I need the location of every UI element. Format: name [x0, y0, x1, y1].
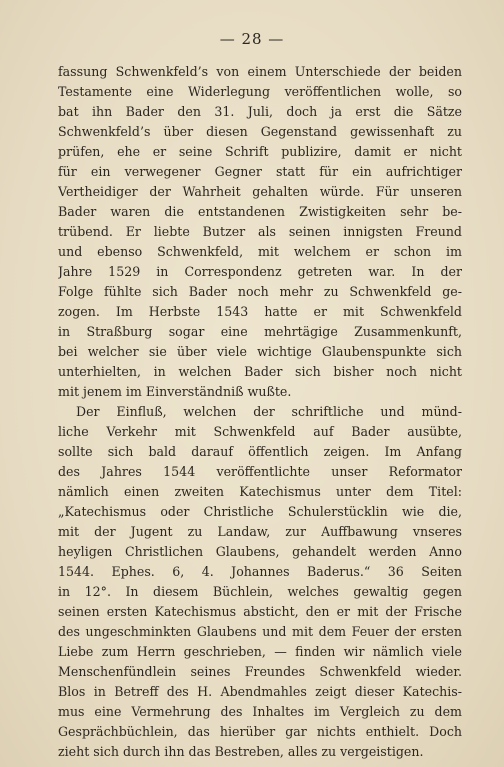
text-line: zogen. Im Herbste 1543 hatte er mit Schwenkfeld	[58, 304, 462, 319]
text-line: Bader waren die entstandenen Zwistigkeiten sehr be-	[58, 204, 462, 219]
body-text	[58, 62, 462, 762]
paragraph-end-line: mit jenem im Einverständniß wußte.	[58, 384, 292, 399]
text-line: Vertheidiger der Wahrheit gehalten würde. Für unseren	[58, 184, 462, 199]
text-line: nämlich einen zweiten Katechismus unter dem Titel:	[58, 484, 462, 499]
text-line: bei welcher sie über viele wichtige Glaubenspunkte sich	[58, 344, 462, 359]
text-line: Gesprächbüchlein, das hierüber gar nichts enthielt. Doch	[58, 724, 462, 739]
text-line: prüfen, ehe er seine Schrift publizire, damit er nicht	[58, 144, 462, 159]
text-line: Schwenkfeld’s über diesen Gegenstand gewissenhaft zu	[58, 124, 462, 139]
text-line: „Katechismus oder Christliche Schulerstücklin wie die,	[58, 504, 462, 519]
text-line: 1544. Ephes. 6, 4. Johannes Baderus.“ 36 Seiten	[58, 564, 462, 579]
text-line: Liebe zum Herrn geschrieben, — finden wir nämlich viele	[58, 644, 462, 659]
text-line: trübend. Er liebte Butzer als seinen innigsten Freund	[58, 224, 462, 239]
text-line: fassung Schwenkfeld’s von einem Unterschiede der beiden	[58, 64, 462, 79]
text-line: Menschenfündlein seines Freundes Schwenkfeld wieder.	[58, 664, 462, 679]
text-line: unterhielten, in welchen Bader sich bisher noch nicht	[58, 364, 462, 379]
text-line: in 12°. In diesem Büchlein, welches gewaltig gegen	[58, 584, 462, 599]
page-number: — 28 —	[219, 30, 285, 48]
text-line: des ungeschminkten Glaubens und mit dem Feuer der ersten	[58, 624, 462, 639]
text-line: seinen ersten Katechismus absticht, den er mit der Frische	[58, 604, 462, 619]
text-line: mus eine Vermehrung des Inhaltes im Vergleich zu dem	[58, 704, 462, 719]
text-line: sollte sich bald darauf öffentlich zeigen. Im Anfang	[58, 444, 462, 459]
text-line: Testamente eine Widerlegung veröffentlichen wolle, so	[58, 84, 462, 99]
text-line: Folge fühlte sich Bader noch mehr zu Schwenkfeld ge-	[58, 284, 462, 299]
text-line: bat ihn Bader den 31. Juli, doch ja erst die Sätze	[58, 104, 462, 119]
text-line: Blos in Betreff des H. Abendmahles zeigt dieser Katechis-	[58, 684, 462, 699]
text-line: für ein verwegener Gegner statt für ein aufrichtiger	[58, 164, 462, 179]
text-line: mit der Jugent zu Landaw, zur Auffbawung vnseres	[58, 524, 462, 539]
text-line: heyligen Christlichen Glaubens, gehandelt werden Anno	[58, 544, 462, 559]
paragraph-end-line: zieht sich durch ihn das Bestreben, alles zu vergeistigen.	[58, 744, 424, 759]
text-line: liche Verkehr mit Schwenkfeld auf Bader ausübte,	[58, 424, 462, 439]
paragraph-start-line: Der Einfluß, welchen der schriftliche und münd-	[76, 404, 462, 419]
text-line: des Jahres 1544 veröffentlichte unser Reformator	[58, 464, 462, 479]
text-line: in Straßburg sogar eine mehrtägige Zusammenkunft,	[58, 324, 462, 339]
text-line: Jahre 1529 in Correspondenz getreten war. In der	[58, 264, 462, 279]
text-line: und ebenso Schwenkfeld, mit welchem er schon im	[58, 244, 462, 259]
